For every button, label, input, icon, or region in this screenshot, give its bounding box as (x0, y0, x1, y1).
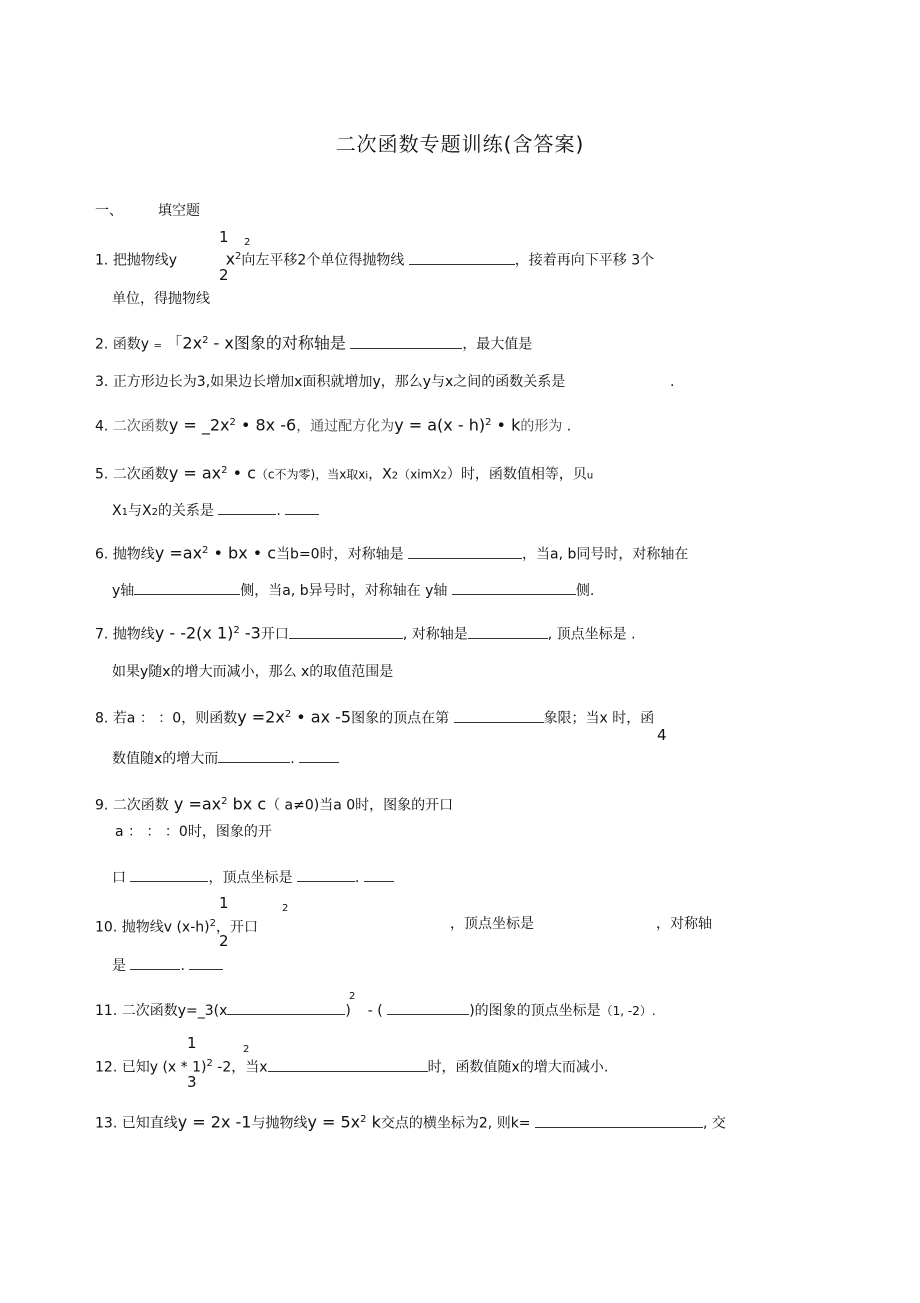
q9-text-d: （ a≠0)当a 0时，图象的开口 (266, 797, 454, 814)
q6-expr-c: • bx • c (208, 543, 277, 563)
q12-blank-1[interactable] (268, 1059, 428, 1072)
q8-text-d: 图象的顶点在第 (351, 710, 450, 727)
q5-text-a: 二次函数 (112, 466, 169, 483)
q11-blank-1[interactable] (227, 1002, 345, 1015)
q12-number: 12. (95, 1059, 118, 1076)
q7-line1 (95, 622, 636, 644)
section-label: 填空题 (158, 203, 200, 219)
q8-text-f: 数值随x的增大而 (112, 751, 219, 767)
section-number: 一、 (95, 203, 123, 219)
q3-number: 3. (95, 374, 109, 390)
q5-x1-sub: 1 (121, 507, 128, 518)
q5-relation: 的关系是 (157, 503, 214, 519)
q6-text-g: 侧，当a, b异号时，对称轴在 y轴 (240, 583, 448, 599)
q10-exp: 2 (209, 918, 216, 929)
q5-sub-i: i (365, 470, 369, 482)
q1-line2: 单位，得抛物线 (112, 291, 210, 307)
q10-blank-1[interactable] (130, 957, 180, 970)
q11-superscript: 2 (349, 991, 356, 1002)
q4-number: 4. (95, 418, 109, 435)
q6-text-f: y轴 (112, 583, 135, 599)
q8-end: . (290, 751, 295, 767)
q12-text-b: -2，当x (212, 1059, 268, 1076)
q3-line (95, 373, 565, 391)
q5-expr: y = ax (168, 463, 222, 483)
q5-blank-2[interactable] (285, 502, 319, 515)
q8-four: 4 (657, 726, 667, 744)
q2-expr-c: - x图象的对称轴是 (208, 333, 346, 353)
q5-text-g: ）时，函数值相等，贝 (446, 466, 587, 483)
q2-expr: 「2x (166, 333, 203, 353)
q10-text-a: 抛物线v (x-h) (121, 919, 210, 936)
q12-text-a: 已知y (x * 1) (121, 1059, 207, 1076)
q2-number: 2. (95, 336, 109, 353)
q6-text-h: 侧. (575, 583, 595, 599)
q4-form: y = a(x - h) (394, 415, 486, 435)
q7-line2: 如果y随x的增大而减小，那么 x的取值范围是 (112, 664, 394, 680)
q1-superscript: 2 (244, 237, 251, 248)
q5-expr-c: • c (227, 463, 256, 483)
q10-end: . (180, 958, 185, 974)
q9-line3 (112, 869, 394, 887)
q7-exp: 2 (233, 625, 240, 636)
q5-x2-sub: 2 (151, 507, 158, 518)
q6-text-d: 当b=0时，对称轴是 (276, 546, 404, 563)
q6-exp: 2 (202, 545, 209, 556)
q13-line-expr: y = 2x -1 (177, 1112, 252, 1132)
q8-line1 (95, 706, 654, 728)
q10-blank-2[interactable] (189, 957, 223, 970)
q5-number: 5. (95, 466, 109, 483)
q6-expr: y =ax (154, 543, 203, 563)
q8-blank-1[interactable] (454, 710, 544, 723)
q8-blank-3[interactable] (299, 750, 339, 763)
q6-text-e: ，当a, b同号时，对称轴在 (522, 546, 689, 563)
q9-blank-2[interactable] (297, 869, 355, 882)
q13-number: 13. (95, 1115, 118, 1132)
q6-blank-1[interactable] (408, 546, 522, 559)
q8-text-e: 象限；当x 时，函 (543, 710, 655, 727)
q8-exp: 2 (284, 709, 292, 720)
q10-line2 (112, 957, 223, 975)
q8-expr-c: • ax -5 (291, 707, 352, 727)
q13-parabola-expr: y = 5x (307, 1112, 361, 1132)
q5-line2 (112, 502, 319, 522)
q1-fraction-denominator: 2 (219, 266, 229, 284)
q7-expr: y - -2(x 1) (154, 623, 234, 643)
q2-blank-1[interactable] (350, 336, 462, 349)
q1-fraction-numerator: 1 (219, 228, 229, 246)
q5-text-e: ，X (368, 466, 392, 483)
q11-text-b: ) (345, 1003, 351, 1019)
q13-text-g: , 交 (703, 1115, 726, 1132)
q13-exp: 2 (360, 1114, 367, 1125)
q7-blank-2[interactable] (468, 626, 548, 639)
q4-text-d: ，通过配方化为 (296, 418, 395, 435)
page-title: 二次函数专题训练(含答案) (335, 132, 585, 156)
q2-text-a: 函数y (112, 336, 150, 353)
q6-text-a: 抛物线 (112, 546, 155, 563)
q13-text-a: 已知直线 (121, 1115, 178, 1132)
q5-blank-1[interactable] (218, 502, 276, 515)
q4-expr-c: • 8x -6 (235, 415, 297, 435)
q10-text-b: ，开口 (215, 919, 258, 936)
q6-blank-2[interactable] (134, 582, 240, 595)
q9-blank-1[interactable] (130, 869, 208, 882)
q6-blank-3[interactable] (452, 582, 576, 595)
q4-exp: 2 (229, 417, 236, 428)
q5-text-f: （ximX (398, 467, 441, 482)
q2-line (95, 332, 532, 356)
q13-text-c: 与抛物线 (251, 1115, 308, 1132)
q4-line (95, 414, 571, 436)
q4-form-exp: 2 (485, 417, 492, 428)
q11-number: 11. (95, 1003, 118, 1019)
q9-text-a: 二次函数 (112, 797, 169, 814)
q1-text-a: 把抛物线y (112, 252, 178, 269)
q10-superscript: 2 (282, 903, 289, 914)
q5-and-x2: 与X (127, 503, 152, 519)
q9-end: . (354, 870, 360, 886)
q9-expr: y =ax (168, 794, 222, 814)
q6-line2 (112, 582, 594, 600)
q12-fraction-denominator: 3 (187, 1073, 197, 1091)
q11-line (95, 1002, 656, 1020)
q6-line1 (95, 542, 688, 564)
q12-text-c: 时，函数值随x的增大而减小. (427, 1059, 609, 1076)
q1-x-exp: 2 (235, 251, 242, 262)
q9-line2: a ： ： ：0时，图象的开 (115, 824, 272, 840)
q8-blank-2[interactable] (218, 750, 290, 763)
q10-fraction-denominator: 2 (219, 932, 229, 950)
q11-text-d: )的图象的顶点坐标是 (469, 1003, 601, 1019)
q1-text-c: 向左平移2个单位得抛物线 (241, 252, 405, 269)
q5-x1: X (112, 503, 122, 519)
q7-number: 7. (95, 626, 109, 643)
q12-superscript: 2 (243, 1044, 250, 1055)
q7-text-a: 抛物线 (112, 626, 155, 643)
q9-blank-3[interactable] (364, 869, 394, 882)
q10-axis-text: ，对称轴 (656, 916, 712, 932)
q11-text-a: 二次函数y=_3(x (121, 1003, 228, 1019)
q2-text-d: ，最大值是 (462, 336, 533, 353)
q8-text-a: 若a ： ：0，则函数 (112, 710, 238, 727)
q11-blank-2[interactable] (387, 1002, 469, 1015)
q1-number: 1. (95, 252, 109, 269)
q4-expr: y = _2x (168, 415, 230, 435)
q6-number: 6. (95, 546, 109, 563)
q9-expr-c: bx c (227, 794, 267, 814)
q12-line (95, 1055, 608, 1077)
q9-number: 9. (95, 797, 109, 814)
q2-exp: 2 (202, 335, 209, 346)
q3-text: 正方形边长为3,如果边长增加x面积就增加y，那么y与x之间的函数关系是 (112, 374, 566, 390)
q2-eq: = (153, 340, 162, 352)
q4-end: . (566, 418, 572, 435)
q5-sub-3: 2 (440, 470, 447, 482)
q1-blank-1[interactable] (409, 252, 515, 265)
q5-sub-2: 2 (391, 470, 399, 482)
q9-exp: 2 (221, 796, 228, 807)
q7-expr-c: -3 (239, 623, 261, 643)
q1-x: x (225, 249, 236, 269)
q7-text-e: , 对称轴是 (402, 626, 468, 643)
q7-text-f: , 顶点坐标是 (547, 626, 627, 643)
q4-form-k: • k (491, 415, 521, 435)
q5-exp: 2 (221, 465, 228, 476)
q5-sub-u: u (586, 470, 594, 482)
q10-line1 (95, 915, 258, 937)
q3-end: . (670, 374, 675, 390)
q13-text-f: 交点的横坐标为2, 则k= (380, 1115, 531, 1132)
q7-text-d: 开口 (260, 626, 289, 643)
q1-text-d: ，接着再向下平移 3个 (514, 252, 655, 269)
q4-text-g: 的形为 (520, 418, 563, 435)
q7-end: . (631, 626, 636, 643)
q11-text-e: （1, -2）. (600, 1004, 656, 1018)
q13-line (95, 1111, 726, 1133)
q12-exp: 2 (206, 1058, 213, 1069)
q9-text-f: 口 (112, 870, 126, 886)
q10-number: 10. (95, 919, 118, 936)
q9-line1 (95, 793, 453, 815)
q10-text-e: 是 (112, 958, 126, 974)
q11-text-c: - ( (363, 1003, 383, 1019)
q8-line2 (112, 750, 339, 768)
q13-k: k (366, 1112, 381, 1132)
q12-fraction-numerator: 1 (187, 1034, 197, 1052)
q8-expr: y =2x (237, 707, 285, 727)
q5-end: . (276, 503, 281, 519)
q4-text-a: 二次函数 (112, 418, 169, 435)
q10-vertex-text: ，顶点坐标是 (450, 916, 534, 932)
q5-line1 (95, 462, 593, 486)
q8-number: 8. (95, 710, 109, 727)
q13-blank-1[interactable] (535, 1115, 703, 1128)
q7-blank-1[interactable] (289, 626, 403, 639)
q1-line1 (95, 248, 654, 270)
q9-text-g: ，顶点坐标是 (208, 870, 293, 886)
q5-text-d: （c不为零)，当x取x (255, 467, 366, 482)
q10-fraction-numerator: 1 (219, 894, 229, 912)
